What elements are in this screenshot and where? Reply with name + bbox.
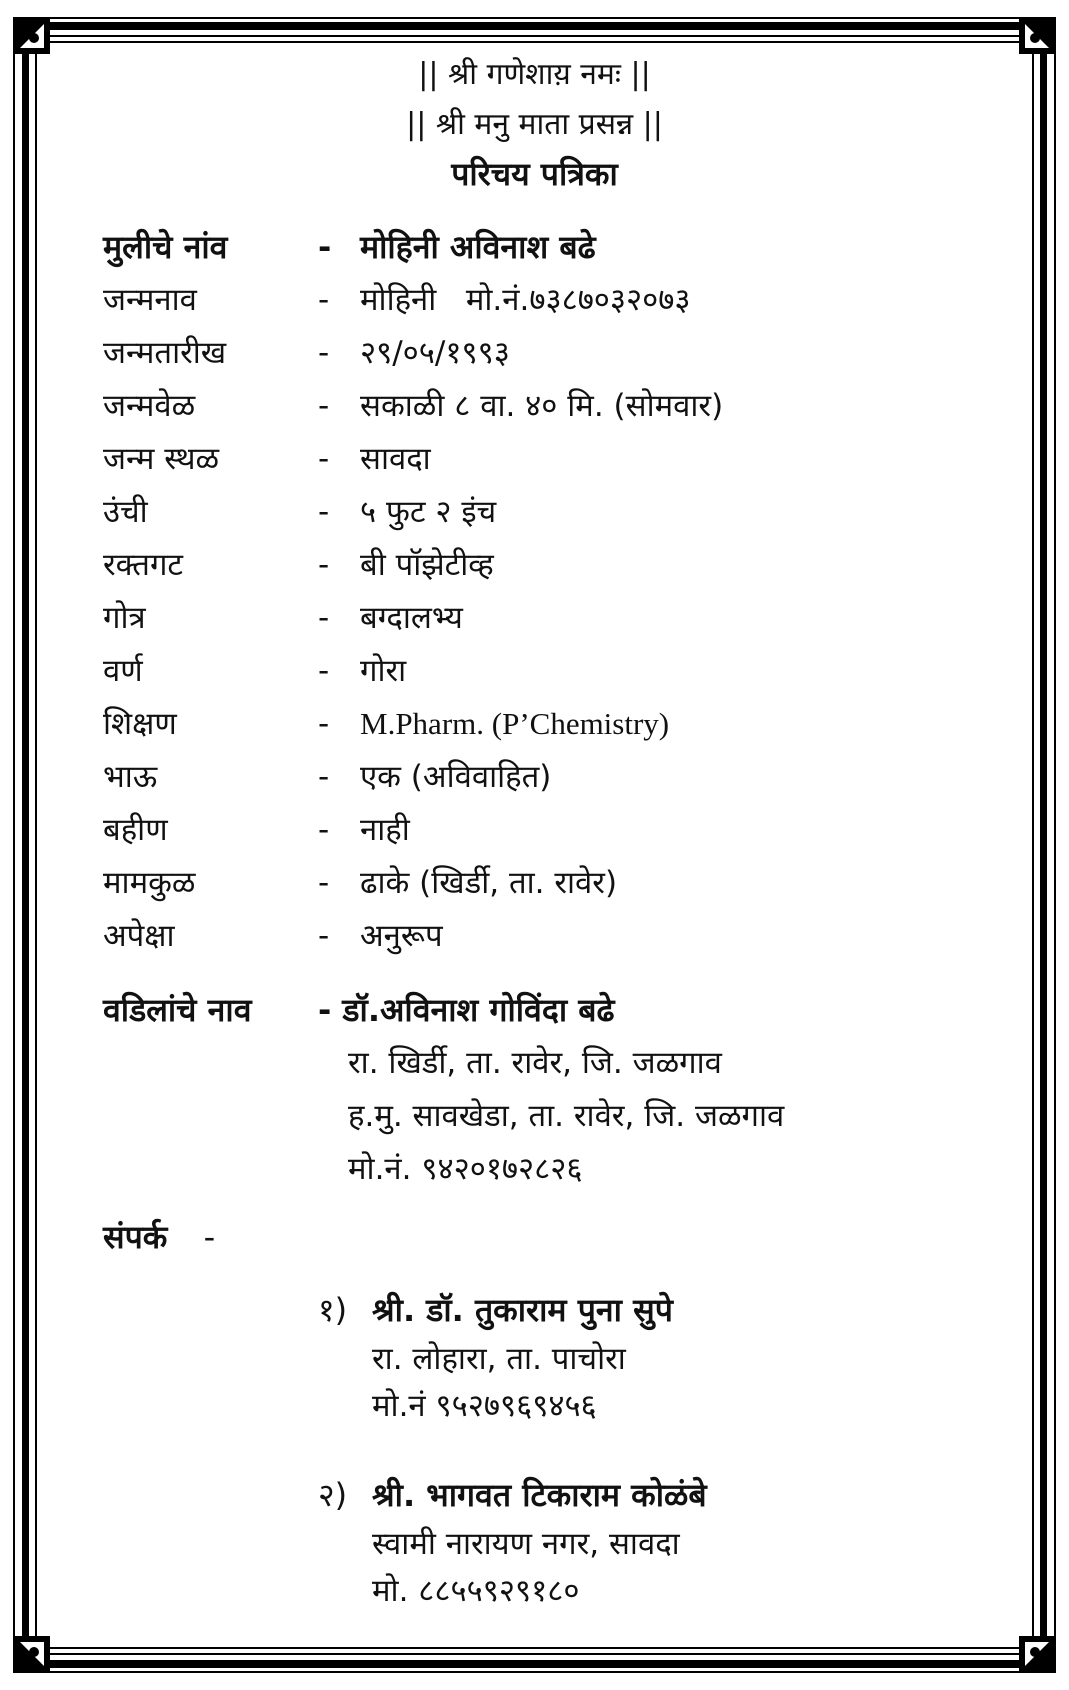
detail-dash: - [318,282,330,318]
detail-row-birth-name [103,275,983,325]
detail-dash: - [318,706,330,742]
contact-2-name: श्री. भागवत टिकाराम कोळंबे [372,1476,707,1514]
detail-value: मोहिनी अविनाश बढे [360,228,596,266]
detail-row-complexion [103,646,983,696]
father-phone: मो.नं. ९४२०१७२८२६ [348,1151,583,1187]
detail-row-birth-time [103,381,983,431]
detail-value: सकाळी ८ वा. ४० मि. (सोमवार) [360,388,724,424]
detail-value: २९/०५/१९९३ [360,335,510,371]
detail-value: बी पॉझेटीव्ह [360,547,494,583]
detail-label: जन्मनाव [103,282,197,318]
contact-heading [103,1212,215,1262]
contact-dash: - [203,1218,216,1256]
detail-dash: - [318,441,330,477]
detail-label: मुलीचे नांव [103,228,228,266]
contact-2-number: २) [318,1476,348,1514]
detail-value: अनुरूप [360,918,443,954]
contact-1-name: श्री. डॉ. तुकाराम पुना सुपे [372,1291,673,1329]
detail-dash: - [318,547,330,583]
contact-label: संपर्क [103,1218,168,1256]
detail-label: वर्ण [103,653,143,689]
father-address-1: रा. खिर्डी, ता. रावेर, जि. जळगाव [348,1045,722,1081]
detail-label: गोत्र [103,600,146,636]
detail-value: मोहिनी मो.नं.७३८७०३२०७३ [360,282,691,318]
contact-1-address: रा. लोहारा, ता. पाचोरा [372,1341,626,1377]
detail-row-height [103,487,983,537]
contact-2-phone: मो. ८८५५९२९१८० [372,1573,580,1609]
detail-dash: - [318,653,330,689]
detail-dash: - [318,918,330,954]
detail-value: बग्दालभ्य [360,600,463,636]
detail-value: नाही [360,812,410,848]
detail-dash: - [318,865,330,901]
detail-dash: - [318,335,330,371]
detail-label: जन्मतारीख [103,335,227,371]
detail-label: भाऊ [103,759,158,795]
detail-row-education [103,699,983,749]
detail-label: जन्म स्थळ [103,441,220,477]
detail-value: गोरा [360,653,407,689]
contact-1-phone: मो.नं ९५२७९६९४५६ [372,1388,597,1424]
detail-dash: - [318,600,330,636]
detail-label: अपेक्षा [103,918,175,954]
detail-dash: - [318,494,330,530]
detail-label: जन्मवेळ [103,388,196,424]
detail-value: ५ फुट २ इंच [360,494,497,530]
detail-dash: - [318,812,330,848]
detail-row-expectation [103,911,983,961]
detail-value: ढाके (खिर्डी, ता. रावेर) [360,865,618,901]
detail-row-gotra [103,593,983,643]
detail-label: बहीण [103,812,168,848]
detail-row-maternal-family [103,858,983,908]
detail-value: एक (अविवाहित) [360,759,552,795]
father-label: वडिलांचे नाव [103,991,252,1029]
invocation-line-1: || श्री गणेशाय़ नमः || [418,57,651,92]
detail-label: मामकुळ [103,865,196,901]
page-title: परिचय पत्रिका [451,155,618,193]
detail-label: शिक्षण [103,706,177,742]
detail-row-sister [103,805,983,855]
detail-row-birth-place [103,434,983,484]
detail-label: रक्तगट [103,547,184,583]
detail-value: M.Pharm. (P’Chemistry) [360,706,670,741]
detail-label: उंची [103,494,148,530]
father-address-2: ह.मु. सावखेडा, ता. रावेर, जि. जळगाव [348,1098,785,1134]
detail-row-blood-group [103,540,983,590]
invocation-line-2: || श्री मनु माता प्रसन्न || [406,107,663,142]
detail-row-brother [103,752,983,802]
detail-dash: - [318,228,332,266]
detail-row-birth-date [103,328,983,378]
detail-value: सावदा [360,441,431,477]
detail-dash: - [318,759,330,795]
father-name: - डॉ.अविनाश गोविंदा बढे [318,991,615,1029]
detail-row-name [103,222,983,272]
contact-1-number: १) [318,1291,348,1329]
detail-dash: - [318,388,330,424]
contact-2-address: स्वामी नारायण नगर, सावदा [372,1526,680,1562]
